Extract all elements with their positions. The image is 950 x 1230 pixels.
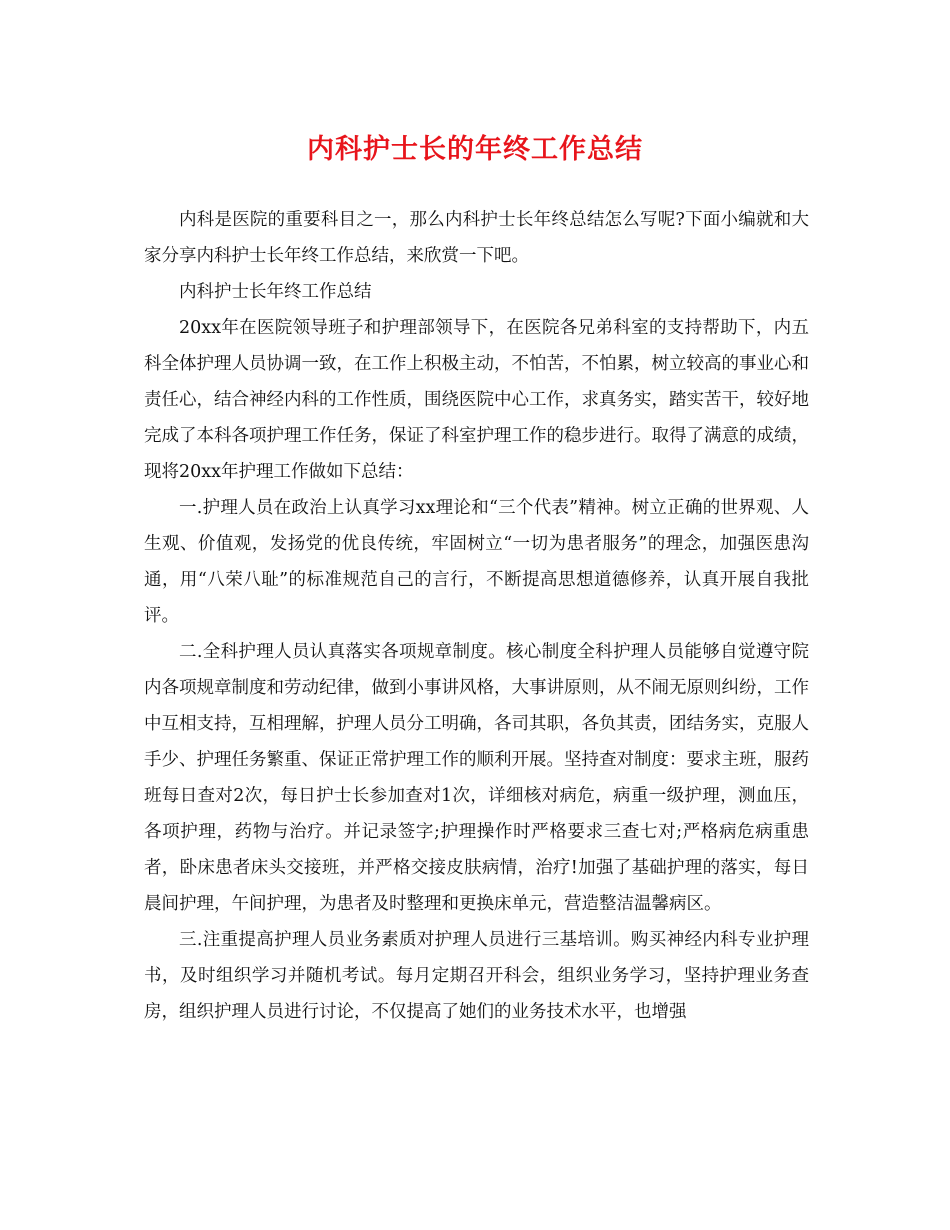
paragraph-subtitle: 内科护士长年终工作总结 bbox=[179, 282, 372, 302]
paragraph-summary: 20xx年在医院领导班子和护理部领导下，在医院各兄弟科室的支持帮助下，内五科全体护理人员协调一致，在工作上积极主动，不怕苦，不怕累，树立较高的事业心和责任心，结合神经内科的工作性质，围绕医院中心工作，求真务实，踏实苦干，较好地完成了本科各项护理工作任务，保证了科室护理工作的稳步进行。取得了满意的成绩，现将20xx年护理工作做如下总结： bbox=[144, 318, 809, 482]
paragraph-section-3: 三.注重提高护理人员业务素质对护理人员进行三基培训。购买神经内科专业护理书，及时组织学习并随机考试。每月定期召开科会，组织业务学习，坚持护理业务查房，组织护理人员进行讨论，不仅提高了她们的业务技术水平，也增强 bbox=[144, 930, 809, 1022]
paragraph-section-2: 二.全科护理人员认真落实各项规章制度。核心制度全科护理人员能够自觉遵守院内各项规章制度和劳动纪律，做到小事讲风格，大事讲原则，从不闹无原则纠纷，工作中互相支持，互相理解，护理人员分工明确，各司其职，各负其责，团结务实，克服人手少、护理任务繁重、保证正常护理工作的顺利开展。坚持查对制度：要求主班，服药班每日查对2次，每日护士长参加查对1次，详细核对病危，病重一级护理，测血压，各项护理，药物与治疗。并记录签字;护理操作时严格要求三查七对;严格病危病重患者，卧床患者床头交接班，并严格交接皮肤病情，治疗!加强了基础护理的落实，每日晨间护理，午间护理，为患者及时整理和更换床单元，营造整洁温馨病区。 bbox=[144, 642, 809, 914]
document-body bbox=[144, 202, 809, 1030]
document-title: 内科护士长的年终工作总结 bbox=[307, 134, 643, 165]
paragraph-intro: 内科是医院的重要科目之一，那么内科护士长年终总结怎么写呢?下面小编就和大家分享内科护士长年终工作总结，来欣赏一下吧。 bbox=[144, 210, 809, 266]
paragraph-section-1: 一.护理人员在政治上认真学习xx理论和“三个代表”精神。树立正确的世界观、人生观、价值观，发扬党的优良传统，牢固树立“一切为患者服务”的理念，加强医患沟通，用“八荣八耻”的标准规范自己的言行，不断提高思想道德修养，认真开展自我批评。 bbox=[144, 498, 809, 626]
